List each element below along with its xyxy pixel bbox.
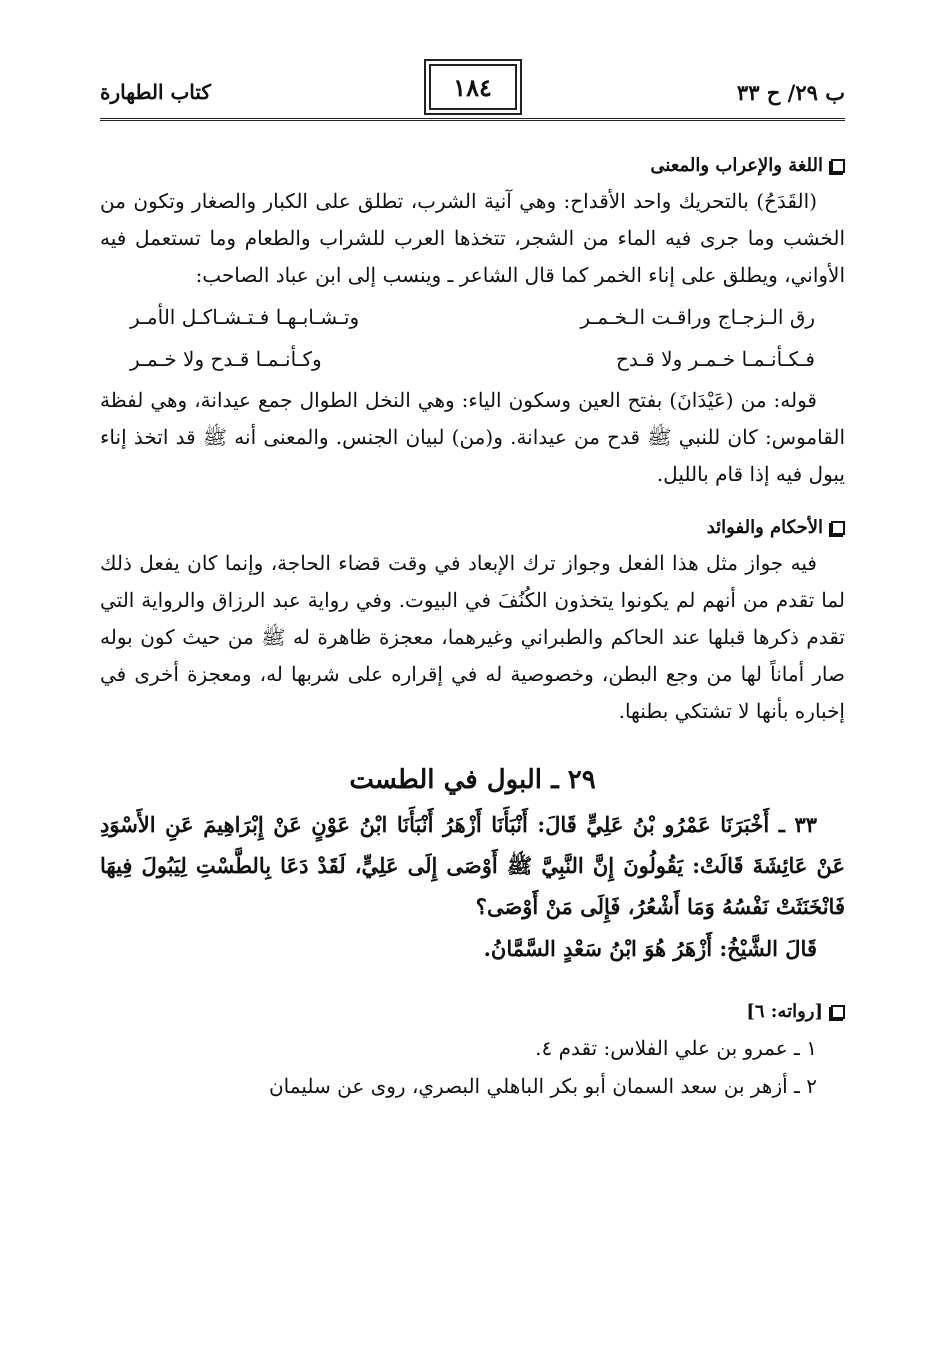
checkbox-square-icon — [831, 159, 845, 173]
narrator-item-1: ١ ـ عمرو بن علي الفلاس: تقدم ٤. — [535, 1036, 817, 1060]
narrator-item-2: ٢ ـ أزهر بن سعد السمان أبو بكر الباهلي البصري، روى عن سليمان — [268, 1074, 817, 1098]
language-paragraph-1: (القَدَحُ) بالتحريك واحد الأقداح: وهي آنية الشرب، تطلق على الكبار والصغار وتكون من الخشب وما جرى فيه الماء من الشجر، تتخذها العرب للشراب والطعام وما تستعمل فيه الأواني، ويطلق على إناء الخمر كما قال الشاعر ـ وينسب إلى ابن عباد الصاحب: — [100, 189, 845, 287]
rulings-paragraph: فيه جواز مثل هذا الفعل وجواز ترك الإبعاد في وقت قضاء الحاجة، وإنما كان يفعل ذلك لما تقدم من أنهم لم يكونوا يتخذون الكُنُفَ في البيوت. وفي رواية عبد الرزاق والرواية التي تقدم ذكرها قبلها عند الحاكم والطبراني وغيرهما، معجزة ظاهرة له ﷺ من حيث كون بوله صار أماناً لها من وجع البطن، وخصوصية له في إقراره على شربها له، ومعجزة أخرى في إخباره بأنها لا تشتكي بطنها. — [100, 551, 845, 723]
page-number: ١٨٤ — [429, 64, 517, 110]
verse-1-first-hemistich: رق الـزجـاج وراقـت الـخـمـر — [580, 305, 815, 329]
checkbox-square-icon — [831, 521, 845, 535]
section-rulings-heading — [100, 511, 845, 545]
page-content — [100, 121, 845, 1105]
section-language-title: اللغة والإعراب والمعنى — [650, 155, 823, 176]
section-narrators-title: [رواته: ٦] — [746, 1001, 823, 1022]
verse-2-first-hemistich: فـكـأنـمـا خـمـر ولا قـدح — [615, 347, 815, 371]
verse-1-second-hemistich: وتـشـابـهـا فـتـشـاكـل الأمـر — [130, 305, 360, 329]
chapter-title: ٢٩ ـ البول في الطست — [349, 765, 596, 795]
verse-2-second-hemistich: وكـأنـمـا قـدح ولا خـمـر — [130, 347, 322, 371]
document-page — [100, 62, 845, 1332]
language-paragraph-2: قوله: من (عَيْدَانَ) بفتح العين وسكون الياء: وهي النخل الطوال جمع عيدانة، وهي لفظة القاموس: كان للنبي ﷺ قدح من عيدانة. و(من) لبيان الجنس. والمعنى أنه ﷺ قد اتخذ إناء يبول فيه إذا قام بالليل. — [100, 388, 845, 486]
hadith-text: ٣٣ ـ أَخْبَرَنَا عَمْرُو بْنُ عَلِيٍّ قَالَ: أَنْبَأَنَا أَزْهَرُ أَنْبَأَنَا ابْنُ عَوْنٍ عَنْ إِبْرَاهِيمَ عَنِ الأَسْوَدِ عَنْ عَائِشَةَ قَالَتْ: يَقُولُونَ إِنَّ النَّبِيَّ ﷺ أَوْصَى إِلَى عَلِيٍّ، لَقَدْ دَعَا بِالطَّسْتِ لِيَبُولَ فِيهَا فَانْخَنَثَتْ نَفْسُهُ وَمَا أَشْعُرُ، فَإِلَى مَنْ أَوْصَى؟ — [100, 812, 845, 919]
hadith-note: قَالَ الشَّيْخُ: أَزْهَرُ هُوَ ابْنُ سَعْدٍ السَّمَّانُ. — [483, 936, 817, 961]
checkbox-square-icon — [831, 1005, 845, 1019]
section-rulings-title: الأحكام والفوائد — [706, 517, 823, 538]
verse-line-1 — [100, 298, 845, 336]
section-narrators-heading — [100, 995, 845, 1029]
section-language-heading — [100, 149, 845, 183]
verse-line-2 — [100, 340, 845, 378]
chapter-reference: ب ٢٩/ ح ٣٣ — [736, 80, 845, 105]
page-header — [100, 62, 845, 121]
book-title: كتاب الطهارة — [100, 80, 211, 104]
